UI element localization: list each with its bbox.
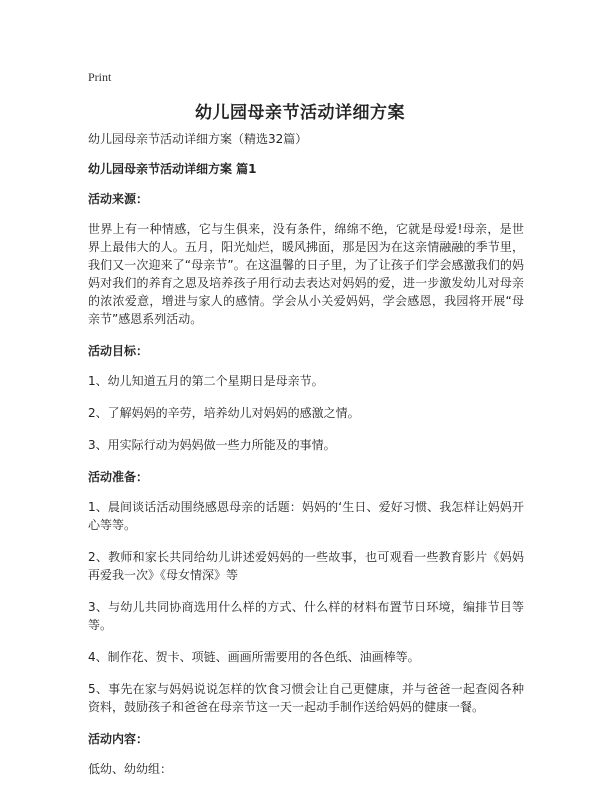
goal-item: 1、幼儿知道五月的第二个星期日是母亲节。 (88, 374, 324, 388)
document-body (88, 130, 524, 792)
article-heading: 幼儿园母亲节活动详细方案 篇1 (88, 162, 257, 176)
content-item: 低幼、幼幼组： (88, 762, 173, 776)
section-heading-source: 活动来源： (88, 192, 149, 206)
prep-item: 2、教师和家长共同给幼儿讲述爱妈妈的一些故事，也可观看一些教育影片《妈妈再爱我一次》《母女情深》等 (88, 550, 524, 582)
page-title: 幼儿园母亲节活动详细方案 (195, 103, 405, 123)
prep-item: 4、制作花、贺卡、项链、画画所需要用的各色纸、油画棒等。 (88, 650, 420, 664)
section-heading-content: 活动内容： (88, 732, 149, 746)
goal-item: 2、了解妈妈的辛劳，培养幼儿对妈妈的感激之情。 (88, 406, 360, 420)
section-heading-prep: 活动准备： (88, 470, 149, 484)
document-subtitle: 幼儿园母亲节活动详细方案（精选32篇） (88, 132, 308, 146)
prep-item: 1、晨间谈话活动围绕感恩母亲的话题：妈妈的‘生日、爱好习惯、我怎样让妈妈开心等等。 (88, 500, 524, 532)
section-heading-goals: 活动目标： (88, 344, 149, 358)
prep-item: 3、与幼儿共同协商选用什么样的方式、什么样的材料布置节日环境，编排节目等等。 (88, 600, 524, 632)
goal-item: 3、用实际行动为妈妈做一些力所能及的事情。 (88, 438, 336, 452)
source-paragraph: 世界上有一种情感，它与生俱来，没有条件，绵绵不绝，它就是母爱!母亲，是世界上最伟大的人。五月，阳光灿烂，暖风拂面，那是因为在这亲情融融的季节里，我们又一次迎来了“母亲节”。在这温馨的日子里，为了让孩子们学会感激我们的妈妈对我们的养育之恩及培养孩子用行动去表达对妈妈的爱，进一步激发幼儿对母亲的浓浓爱意，增进与家人的感情。学会从小关爱妈妈，学会感恩，我园将开展“母亲节”感恩系列活动。 (88, 222, 524, 326)
print-link[interactable]: Print (88, 70, 112, 84)
prep-item: 5、事先在家与妈妈说说怎样的饮食习惯会让自己更健康，并与爸爸一起查阅各种资料，鼓励孩子和爸爸在母亲节这一天一起动手制作送给妈妈的健康一餐。 (88, 682, 524, 714)
